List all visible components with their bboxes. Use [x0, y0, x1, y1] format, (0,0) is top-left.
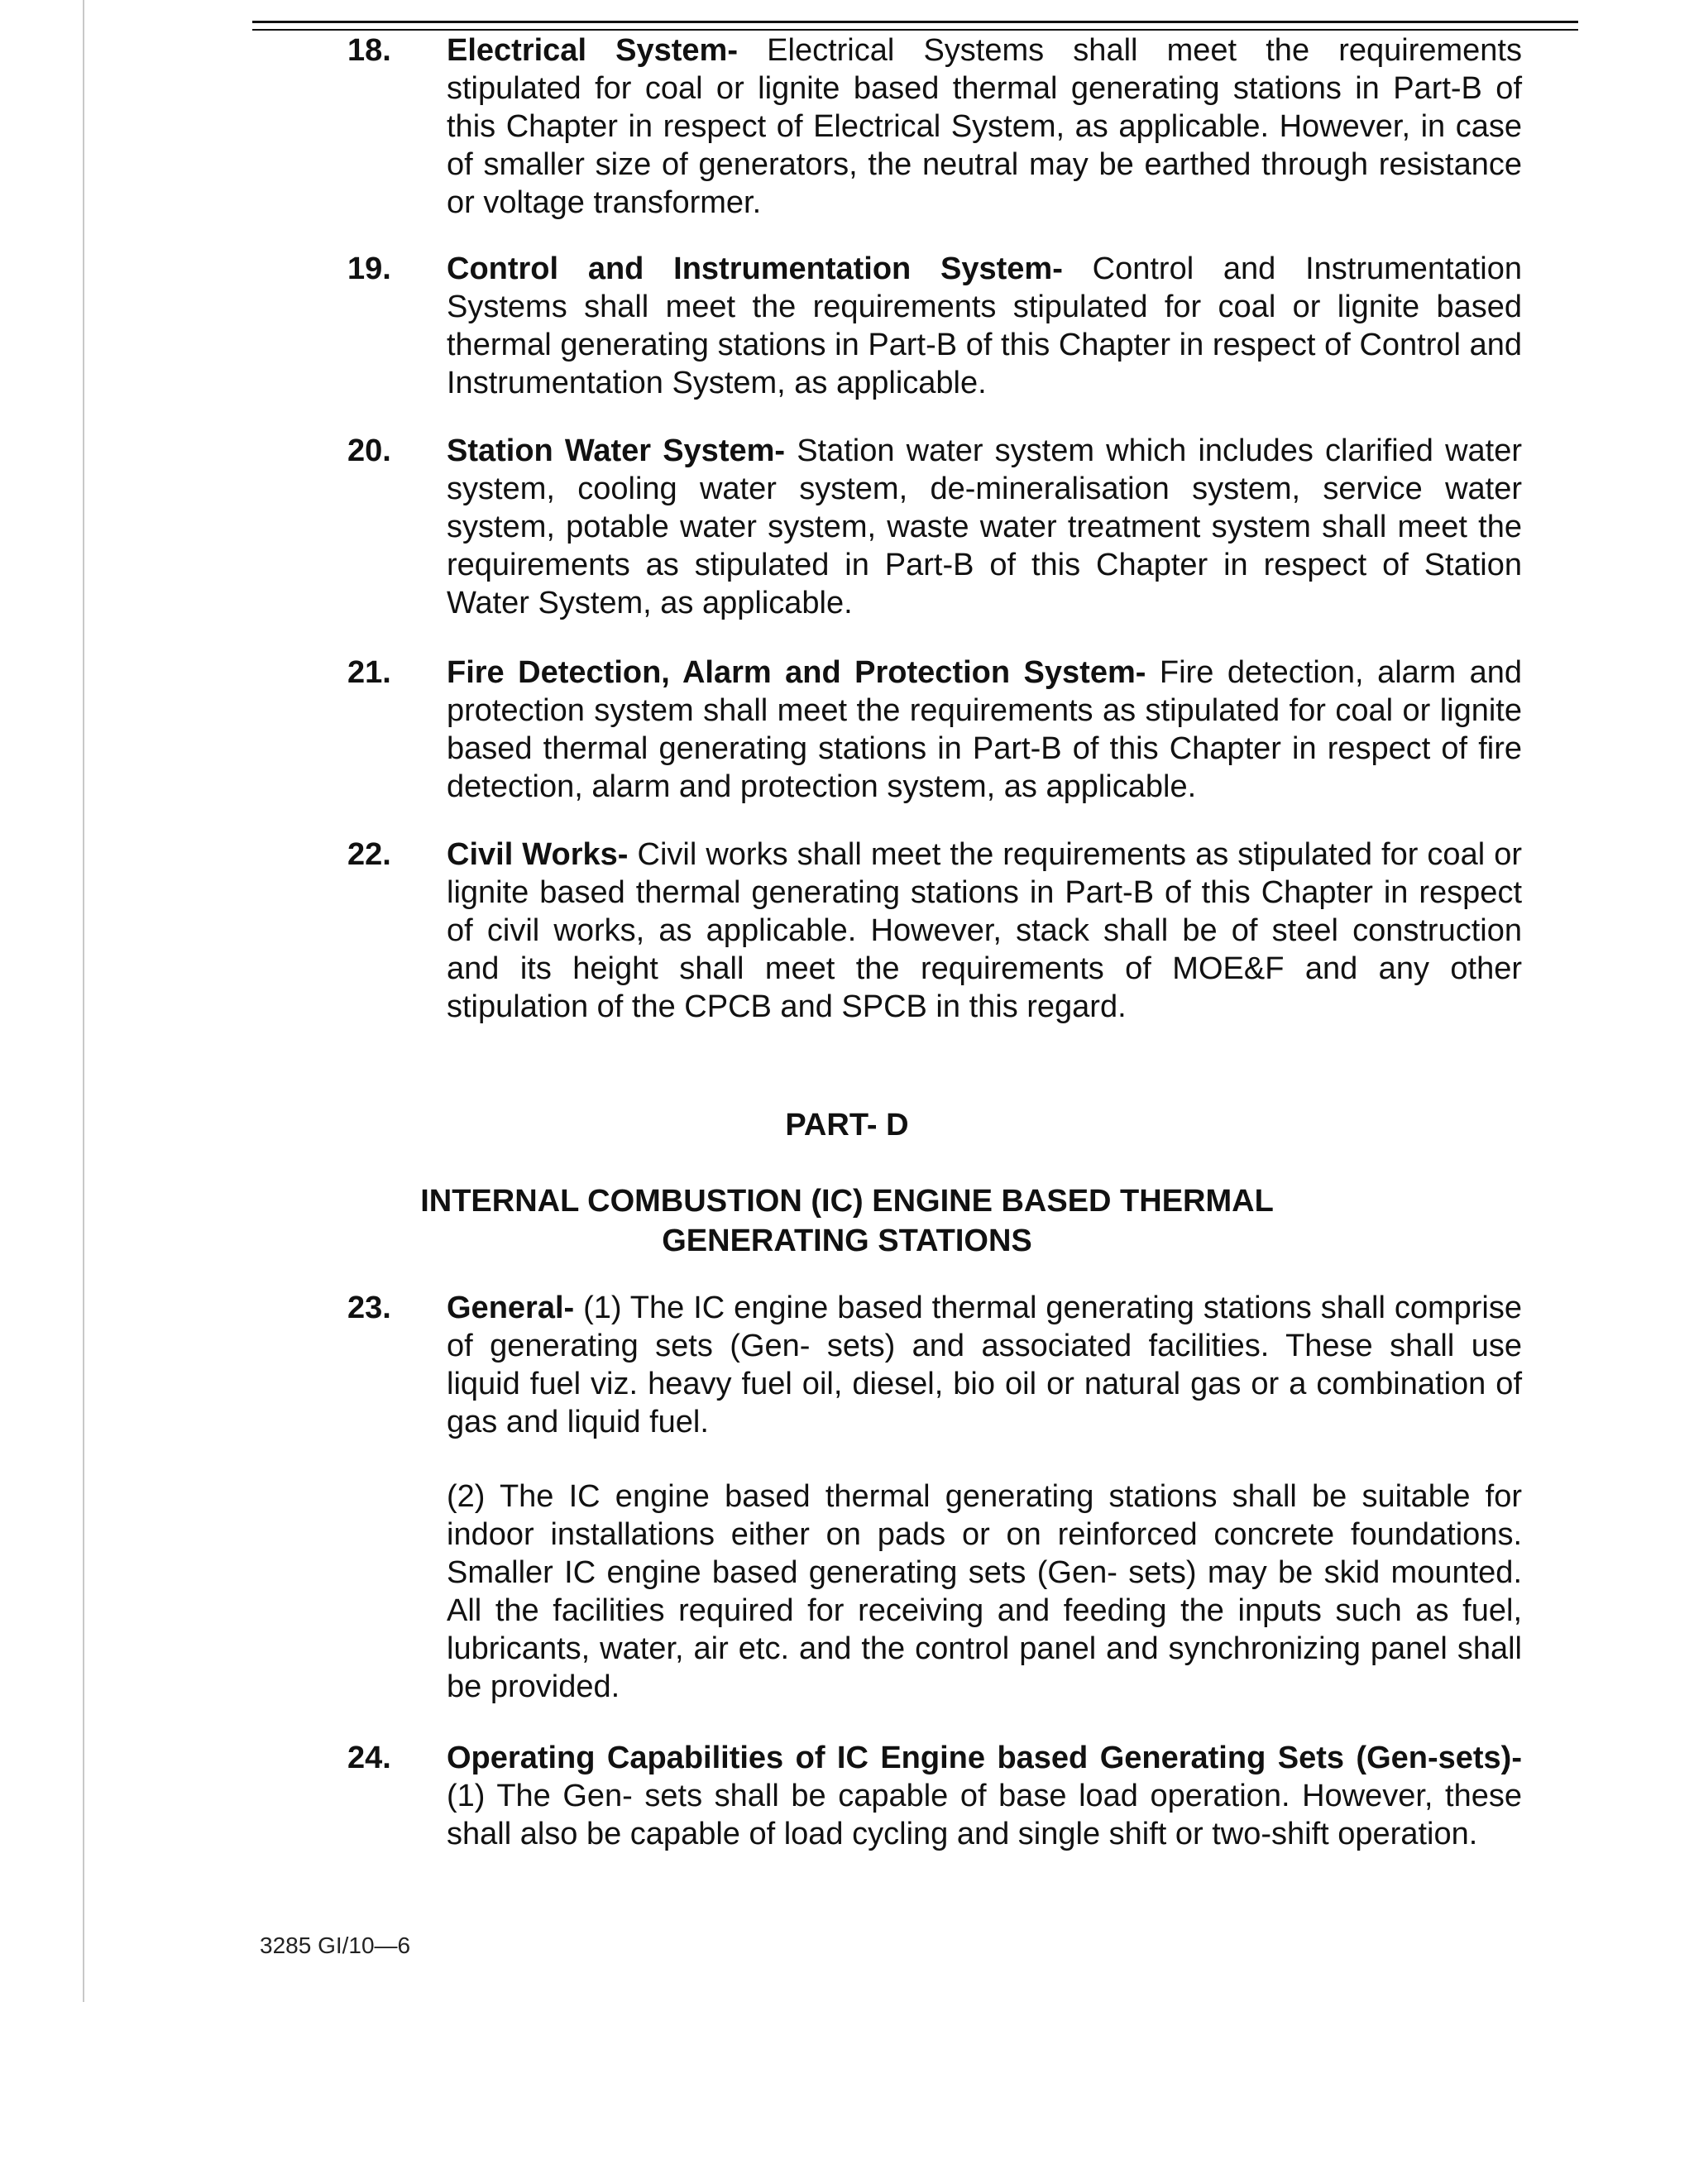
part-title-line-1: INTERNAL COMBUSTION (IC) ENGINE BASED THERMAL [420, 1184, 1274, 1219]
section-number: 21. [347, 655, 391, 690]
section-text: (1) The Gen- sets shall be capable of base load operation. However, these shall also be capable of load cycling and single shift or two-shift operation. [447, 1779, 1522, 1851]
section-heading: Civil Works- [447, 837, 629, 872]
section-number: 19. [347, 251, 391, 286]
section-number: 20. [347, 433, 391, 468]
section-body [447, 250, 1522, 402]
section-heading: Fire Detection, Alarm and Protection System- [447, 655, 1146, 690]
section-text: Station water system which includes clarified water system, cooling water system, de-mineralisation system, service water system, potable water system, waste water treatment system shall meet the requirements as stipulated in Part-B of this Chapter in respect of Station Water System, as applicable. [447, 433, 1522, 620]
footer-code: 3285 GI/10—6 [260, 1933, 411, 1958]
part-label: PART- D [785, 1108, 909, 1142]
section-number: 18. [347, 33, 391, 68]
top-rule-secondary [252, 29, 1578, 31]
section-heading: Station Water System- [447, 433, 786, 468]
section-heading: General- [447, 1291, 575, 1325]
section-body [447, 1289, 1522, 1441]
section-text: Control and Instrumentation Systems shall meet the requirements stipulated for coal or lignite based thermal generating stations in Part-B of this Chapter in respect of Control and Instrumentation System, as applicable. [447, 251, 1522, 400]
section-text: (1) The IC engine based thermal generating stations shall comprise of generating sets (Gen- sets) and associated facilities. These shall use liquid fuel viz. heavy fuel oil, diesel, bio oil or natural gas or a combination of gas and liquid fuel. [447, 1291, 1522, 1439]
part-title-line-2: GENERATING STATIONS [662, 1224, 1032, 1258]
section-23-paragraph-2: (2) The IC engine based thermal generating stations shall be suitable for indoor installations either on pads or on reinforced concrete foundations. Smaller IC engine based generating sets (Gen- sets) may be skid mounted. All the facilities required for receiving and feeding the inputs such as fuel, lubricants, water, air etc. and the control panel and synchronizing panel shall be provided. [447, 1479, 1522, 1704]
section-body [447, 432, 1522, 622]
section-body [447, 654, 1522, 806]
section-heading: Operating Capabilities of IC Engine based Generating Sets (Gen-sets)- [447, 1741, 1522, 1775]
section-heading: Control and Instrumentation System- [447, 251, 1063, 286]
top-rule [252, 21, 1578, 23]
section-body [447, 1739, 1522, 1853]
section-number: 22. [347, 837, 391, 872]
section-number: 23. [347, 1291, 391, 1325]
section-body [447, 836, 1522, 1026]
section-text: Fire detection, alarm and protection system shall meet the requirements as stipulated for coal or lignite based thermal generating stations in Part-B of this Chapter in respect of fire detection, alarm and protection system, as applicable. [447, 655, 1522, 804]
section-body [447, 31, 1522, 222]
section-heading: Electrical System- [447, 33, 738, 68]
scan-margin-line [83, 0, 84, 2002]
section-text: Civil works shall meet the requirements as stipulated for coal or lignite based thermal generating stations in Part-B of this Chapter in respect of civil works, as applicable. However, stack shall be of steel construction and its height shall meet the requirements of MOE&F and any other stipulation of the CPCB and SPCB in this regard. [447, 837, 1522, 1024]
section-text: Electrical Systems shall meet the requirements stipulated for coal or lignite based thermal generating stations in Part-B of this Chapter in respect of Electrical System, as applicable. However, in case of smaller size of generators, the neutral may be earthed through resistance or voltage transformer. [447, 33, 1522, 220]
section-number: 24. [347, 1741, 391, 1775]
